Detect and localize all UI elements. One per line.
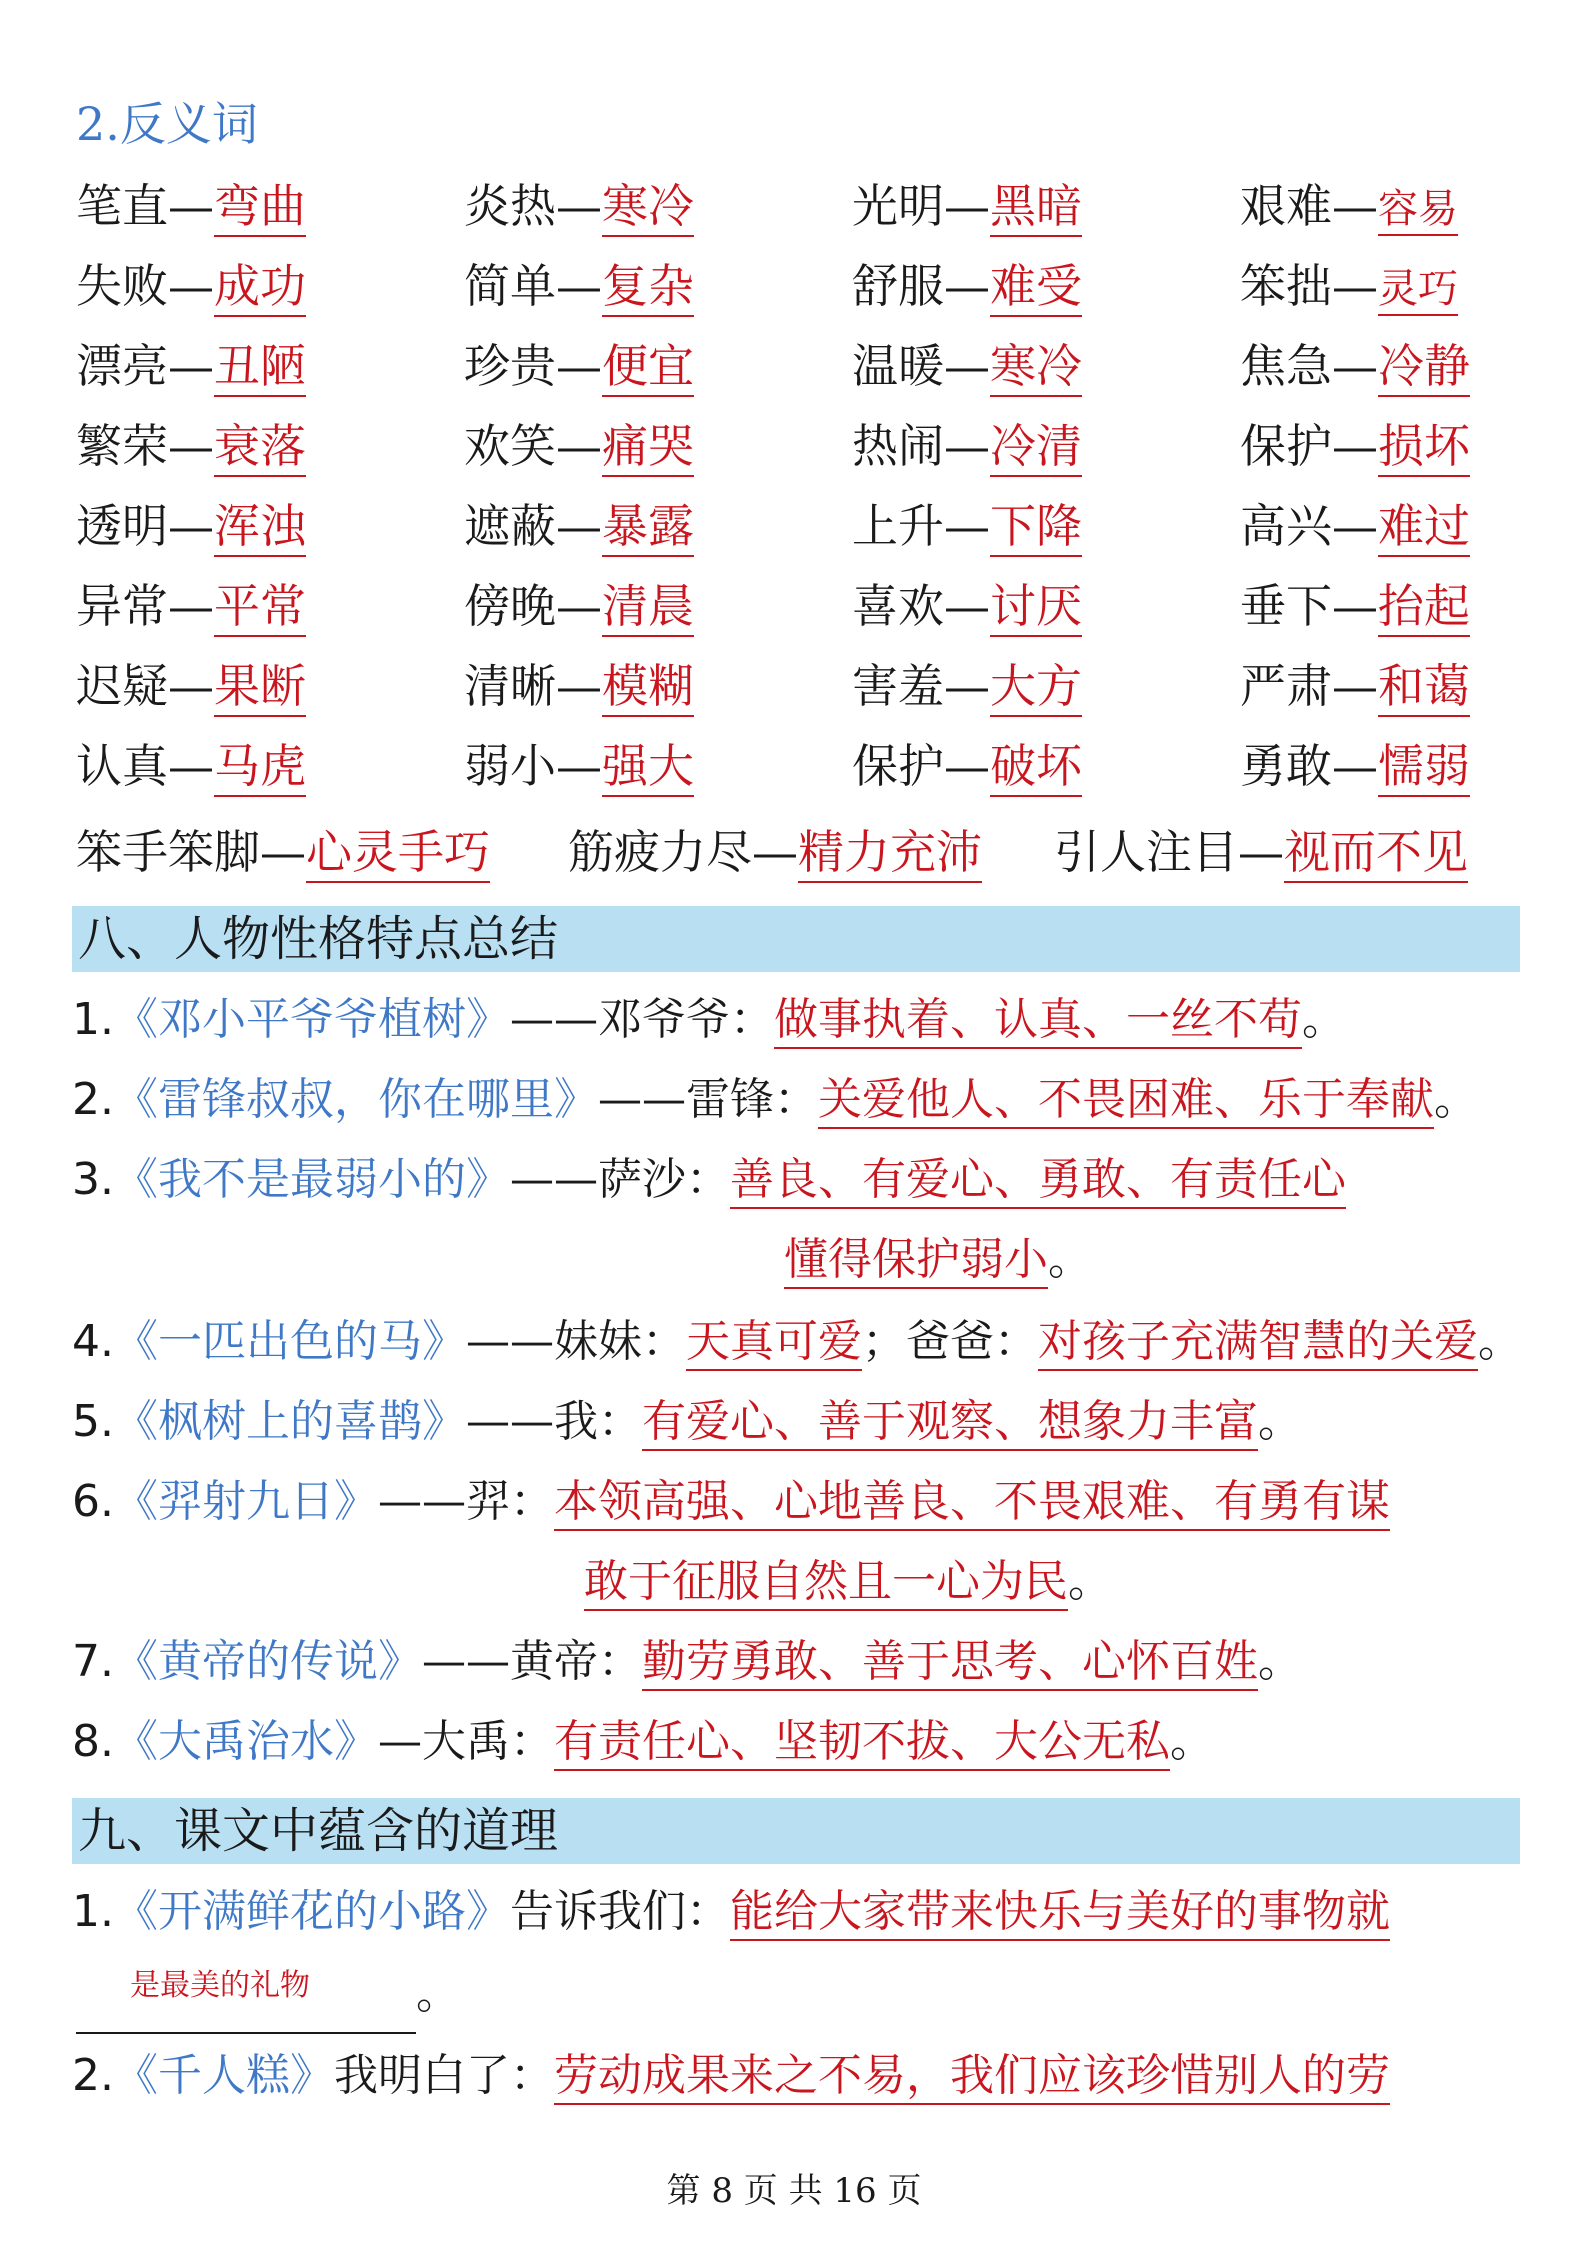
antonym-answer: 寒冷: [990, 339, 1082, 397]
antonym-word: 漂亮: [76, 339, 168, 393]
trait-item: 8.《大禹治水》—大禹：有责任心、坚韧不拔、大公无私。: [72, 1702, 1542, 1782]
antonym-pair: 艰难—容易: [1240, 166, 1458, 249]
antonym-answer: 抬起: [1378, 579, 1470, 637]
antonym-word: 喜欢: [852, 579, 944, 633]
antonym-pair: 简单—复杂: [464, 246, 694, 326]
antonyms-title: 2.反义词: [76, 97, 258, 151]
antonym-pair: 热闹—冷清: [852, 406, 1082, 486]
antonym-answer: 黑暗: [990, 179, 1082, 237]
antonym-pair: 认真—马虎: [76, 726, 306, 806]
antonym-answer: 复杂: [602, 259, 694, 317]
antonym-answer: 清晨: [602, 579, 694, 637]
antonym-answer: 强大: [602, 739, 694, 797]
antonym-pair: 迟疑—果断: [76, 646, 306, 726]
antonym-word: 傍晚: [464, 579, 556, 633]
idiom-pair: 筋疲力尽—精力充沛: [568, 812, 982, 892]
antonym-answer: 大方: [990, 659, 1082, 717]
antonym-pair: 透明—浑浊: [76, 486, 306, 566]
section-heading-lessons: 九、课文中蕴含的道理: [72, 1798, 1520, 1864]
section-heading-traits: 八、人物性格特点总结: [72, 906, 1520, 972]
antonym-row: [76, 646, 1516, 726]
antonym-pair: 害羞—大方: [852, 646, 1082, 726]
antonym-word: 舒服: [852, 259, 944, 313]
antonym-row: [76, 246, 1516, 326]
lesson-item: 2.《千人糕》我明白了：劳动成果来之不易，我们应该珍惜别人的劳: [72, 2036, 1542, 2116]
antonym-pair: 笔直—弯曲: [76, 166, 306, 246]
antonym-answer: 灵巧: [1378, 266, 1458, 316]
antonym-word: 认真: [76, 739, 168, 793]
antonym-word: 欢笑: [464, 419, 556, 473]
antonym-pair: 炎热—寒冷: [464, 166, 694, 246]
antonym-answer: 模糊: [602, 659, 694, 717]
antonym-row: [76, 166, 1516, 246]
antonym-pair: 失败—成功: [76, 246, 306, 326]
antonym-row: [76, 566, 1516, 646]
antonym-answer: 痛哭: [602, 419, 694, 477]
antonym-pair: 繁荣—衰落: [76, 406, 306, 486]
antonym-word: 遮蔽: [464, 499, 556, 553]
trait-item: 7.《黄帝的传说》——黄帝：勤劳勇敢、善于思考、心怀百姓。: [72, 1622, 1542, 1702]
antonym-word: 上升: [852, 499, 944, 553]
antonym-answer: 讨厌: [990, 579, 1082, 637]
antonym-word: 艰难: [1240, 179, 1332, 233]
antonym-word: 弱小: [464, 739, 556, 793]
trait-item-continued: 懂得保护弱小。: [784, 1220, 1484, 1300]
antonym-answer: 暴露: [602, 499, 694, 557]
antonym-pair: 高兴—难过: [1240, 486, 1470, 566]
antonym-answer: 寒冷: [602, 179, 694, 237]
antonym-pair: 舒服—难受: [852, 246, 1082, 326]
antonym-word: 简单: [464, 259, 556, 313]
antonym-answer: 便宜: [602, 339, 694, 397]
antonym-pair: 严肃—和蔼: [1240, 646, 1470, 726]
antonym-pair: 勇敢—懦弱: [1240, 726, 1470, 806]
antonym-word: 高兴: [1240, 499, 1332, 553]
idiom-row: [76, 812, 1516, 892]
trait-item: 5.《枫树上的喜鹊》——我：有爱心、善于观察、想象力丰富。: [72, 1382, 1542, 1462]
antonym-word: 清晰: [464, 659, 556, 713]
antonym-row: [76, 486, 1516, 566]
antonym-answer: 衰落: [214, 419, 306, 477]
antonym-word: 焦急: [1240, 339, 1332, 393]
antonym-answer: 丑陋: [214, 339, 306, 397]
antonym-pair: 垂下—抬起: [1240, 566, 1470, 646]
antonym-answer: 破坏: [990, 739, 1082, 797]
antonym-answer: 冷静: [1378, 339, 1470, 397]
trait-item: 2.《雷锋叔叔，你在哪里》——雷锋：关爱他人、不畏困难、乐于奉献。: [72, 1060, 1542, 1140]
antonym-row: [76, 326, 1516, 406]
antonym-row: [76, 406, 1516, 486]
lesson-item: 1.《开满鲜花的小路》告诉我们：能给大家带来快乐与美好的事物就: [72, 1872, 1542, 1952]
antonym-word: 保护: [852, 739, 944, 793]
antonym-answer: 冷清: [990, 419, 1082, 477]
trait-item: 3.《我不是最弱小的》——萨沙：善良、有爱心、勇敢、有责任心: [72, 1140, 1542, 1220]
antonym-row: [76, 726, 1516, 806]
antonym-word: 繁荣: [76, 419, 168, 473]
antonym-pair: 欢笑—痛哭: [464, 406, 694, 486]
antonym-word: 勇敢: [1240, 739, 1332, 793]
antonym-pair: 保护—损坏: [1240, 406, 1470, 486]
antonym-answer: 浑浊: [214, 499, 306, 557]
antonym-word: 温暖: [852, 339, 944, 393]
antonym-word: 害羞: [852, 659, 944, 713]
antonym-answer: 成功: [214, 259, 306, 317]
antonym-pair: 异常—平常: [76, 566, 306, 646]
lesson-item-continued: 是最美的礼物 。: [76, 1954, 1546, 2034]
antonym-answer: 损坏: [1378, 419, 1470, 477]
antonym-pair: 遮蔽—暴露: [464, 486, 694, 566]
antonym-answer: 容易: [1378, 186, 1458, 236]
antonym-word: 热闹: [852, 419, 944, 473]
antonym-pair: 上升—下降: [852, 486, 1082, 566]
trait-item: 1.《邓小平爷爷植树》——邓爷爷：做事执着、认真、一丝不苟。: [72, 980, 1542, 1060]
antonym-word: 严肃: [1240, 659, 1332, 713]
antonym-answer: 懦弱: [1378, 739, 1470, 797]
antonym-word: 迟疑: [76, 659, 168, 713]
trait-item-continued: 敢于征服自然且一心为民。: [584, 1542, 1484, 1622]
antonym-answer: 马虎: [214, 739, 306, 797]
antonym-word: 笔直: [76, 179, 168, 233]
antonym-pair: 笨拙—灵巧: [1240, 246, 1458, 329]
antonym-pair: 珍贵—便宜: [464, 326, 694, 406]
antonym-pair: 傍晚—清晨: [464, 566, 694, 646]
antonym-word: 光明: [852, 179, 944, 233]
antonym-word: 透明: [76, 499, 168, 553]
antonym-word: 失败: [76, 259, 168, 313]
antonym-pair: 漂亮—丑陋: [76, 326, 306, 406]
antonym-answer: 难过: [1378, 499, 1470, 557]
antonym-answer: 平常: [214, 579, 306, 637]
antonym-word: 笨拙: [1240, 259, 1332, 313]
antonym-word: 垂下: [1240, 579, 1332, 633]
antonym-pair: 温暖—寒冷: [852, 326, 1082, 406]
antonym-pair: 喜欢—讨厌: [852, 566, 1082, 646]
antonym-answer: 下降: [990, 499, 1082, 557]
idiom-pair: 引人注目—视而不见: [1054, 812, 1468, 892]
antonym-answer: 弯曲: [214, 179, 306, 237]
antonym-pair: 弱小—强大: [464, 726, 694, 806]
antonym-word: 炎热: [464, 179, 556, 233]
antonym-word: 保护: [1240, 419, 1332, 473]
antonym-word: 异常: [76, 579, 168, 633]
antonym-answer: 和蔼: [1378, 659, 1470, 717]
antonym-pair: 光明—黑暗: [852, 166, 1082, 246]
antonym-word: 珍贵: [464, 339, 556, 393]
trait-item: 4.《一匹出色的马》——妹妹：天真可爱；爸爸：对孩子充满智慧的关爱。: [72, 1302, 1542, 1382]
antonym-pair: 清晰—模糊: [464, 646, 694, 726]
antonym-pair: 保护—破坏: [852, 726, 1082, 806]
antonym-answer: 难受: [990, 259, 1082, 317]
antonym-answer: 果断: [214, 659, 306, 717]
antonym-pair: 焦急—冷静: [1240, 326, 1470, 406]
trait-item: 6.《羿射九日》——羿：本领高强、心地善良、不畏艰难、有勇有谋: [72, 1462, 1542, 1542]
page-footer: 第 8 页 共 16 页: [666, 2171, 922, 2211]
answer-blank: 是最美的礼物: [76, 1978, 416, 2034]
idiom-pair: 笨手笨脚—心灵手巧: [76, 812, 490, 892]
